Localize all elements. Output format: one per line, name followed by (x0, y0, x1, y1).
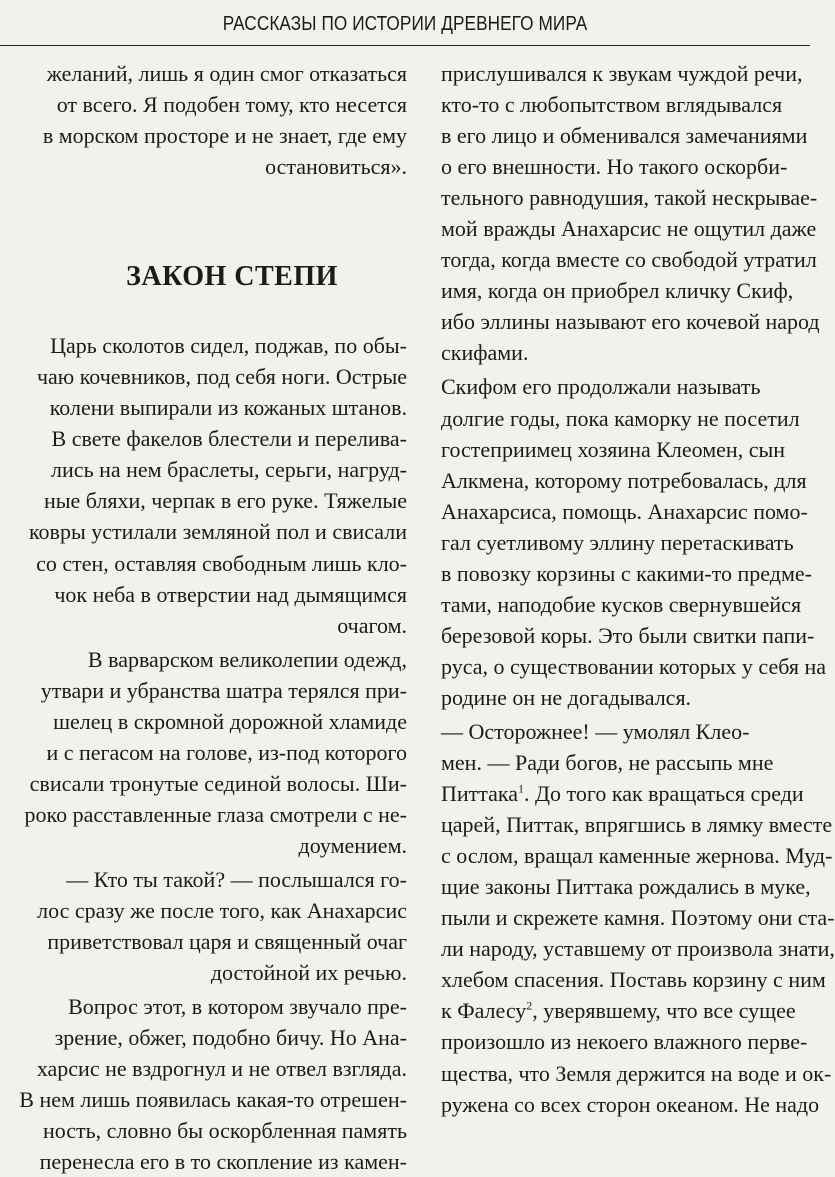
text-line: пыли и скрежете камня. Поэтому они ста- (441, 905, 835, 931)
text-line: ные бляхи, черпак в его руке. Тяжелые (43, 488, 407, 514)
text-line: чок неба в отверстии над дымящимся (54, 581, 407, 607)
text-line: произошло из некоего влажного перве- (441, 1029, 808, 1055)
text-line: лос сразу же после того, как Анахарсис (37, 898, 407, 924)
text-line: щества, что Земля держится на воде и ок- (441, 1060, 832, 1086)
text-line: кто-то с любопытством вглядывался (441, 92, 783, 118)
text-line: — Осторожнее! — умолял Клео- (441, 718, 750, 744)
text-line: В нем лишь появилась какая-то отрешен- (19, 1087, 407, 1113)
text-line: остановиться». (265, 154, 407, 180)
text-line: ковры устилали земляной пол и свисали (28, 519, 407, 545)
text-line: Царь сколотов сидел, поджав, по обы- (50, 333, 407, 359)
text-line: тельного равнодушия, такой нескрывае- (441, 185, 818, 211)
text-line: Питтака$^1$. До того как вращаться среди (441, 781, 804, 807)
text-line: свисали тронутые сединой волосы. Ши- (29, 770, 407, 796)
text-line: тогда, когда вместе со свободой утратил (441, 247, 817, 273)
footnote-marker: 1 (518, 781, 525, 796)
text-line: желаний, лишь я один смог отказаться (46, 61, 407, 86)
text-line: гал суетливому эллину перетаскивать (441, 529, 794, 555)
text-line: мой вражды Анахарсис не ощутил даже (441, 216, 817, 242)
text-line: с ослом, вращал каменные жернова. Муд- (441, 843, 833, 869)
text-line: лись на нем браслеты, серьги, нагруд- (51, 457, 407, 483)
text-line: В свете факелов блестели и перелива- (51, 426, 407, 452)
left-column (0, 58, 418, 1175)
text-line: со стен, оставляя свободным лишь кло- (36, 550, 407, 576)
text-line: долгие годы, пока каморку не посетил (441, 405, 800, 431)
text-line: имя, когда он приобрел кличку Скиф, (441, 278, 794, 304)
text-line: к Фалесу$^2$, уверявшему, что все сущее (441, 998, 796, 1024)
text-line: очагом. (337, 612, 407, 638)
chapter-heading: ЗАКОН СТЕПИ (126, 261, 338, 293)
text-line: в его лицо и обменивался замечаниями (441, 123, 808, 149)
spacer (0, 182, 418, 226)
text-line: ность, словно бы оскорбленная память (42, 1118, 407, 1144)
text-line: Скифом его продолжали называть (441, 374, 761, 400)
text-line: мен. — Ради богов, не рассыпь мне (441, 750, 774, 776)
text-line: гостеприимец хозяина Клеомен, сын (441, 436, 786, 462)
text-line: доумением. (298, 832, 407, 858)
text-line: Анахарсиса, помощь. Анахарсис помо- (441, 498, 808, 524)
text-line: царей, Питтак, впрягшись в лямку вместе (441, 812, 833, 838)
text-line: зрение, обжег, подобно бичу. Но Ана- (54, 1025, 407, 1051)
text-line: щие законы Питтака рождались в муке, (441, 874, 811, 900)
text-line: — Кто ты такой? — послышался го- (66, 866, 407, 892)
text-line: скифами. (441, 340, 529, 366)
text-line: В варварском великолепии одежд, (87, 646, 407, 672)
text-line: о его внешности. Но такого оскорби- (441, 154, 788, 180)
text-line: прислушивался к звукам чуждой речи, (441, 61, 803, 86)
right-column (432, 58, 835, 1117)
text-line: от всего. Я подобен тому, кто несется (56, 92, 407, 118)
running-head: РАССКАЗЫ ПО ИСТОРИИ ДРЕВНЕГО МИРА (222, 13, 588, 35)
text-line: в повозку корзины с какими-то предме- (441, 560, 812, 586)
text-line: в морском просторе и не знает, где ему (42, 123, 407, 149)
text-line: чаю кочевников, под себя ноги. Острые (36, 364, 407, 390)
text-line: приветствовал царя и священный очаг (47, 929, 407, 955)
text-line: шелец в скромной дорожной хламиде (53, 708, 407, 734)
text-line: родине он не догадывался. (441, 684, 692, 710)
text-line: колени выпирали из кожаных штанов. (49, 395, 407, 421)
text-line: харсис не вздрогнул и не отвел взгляда. (36, 1056, 407, 1082)
text-line: тами, наподобие кусков свернувшейся (441, 591, 802, 617)
text-line: березовой коры. Это были свитки папи- (441, 622, 815, 648)
text-line: Вопрос этот, в котором звучало пре- (68, 994, 407, 1020)
header-rule (0, 45, 810, 46)
footnote-marker: 2 (526, 999, 533, 1014)
text-line: ли народу, уставшему от произвола знати, (441, 936, 835, 962)
text-line: ибо эллины называют его кочевой народ (441, 309, 820, 335)
text-line: руса, о существовании которых у себя на (441, 653, 827, 679)
text-line: роко расставленные глаза смотрели с не- (24, 801, 407, 827)
text-line: ружена со всех сторон океаном. Не надо (441, 1091, 820, 1117)
text-line: утвари и убранства шатра терялся при- (40, 677, 407, 703)
text-line: и с пегасом на голове, из-под которого (46, 739, 407, 765)
text-line: достойной их речью. (210, 960, 407, 986)
text-line: перенесла его в то скопление из камен- (39, 1149, 407, 1175)
text-line: Алкмена, которому потребовалась, для (441, 467, 807, 493)
text-line: хлебом спасения. Поставь корзину с ним (441, 967, 826, 993)
